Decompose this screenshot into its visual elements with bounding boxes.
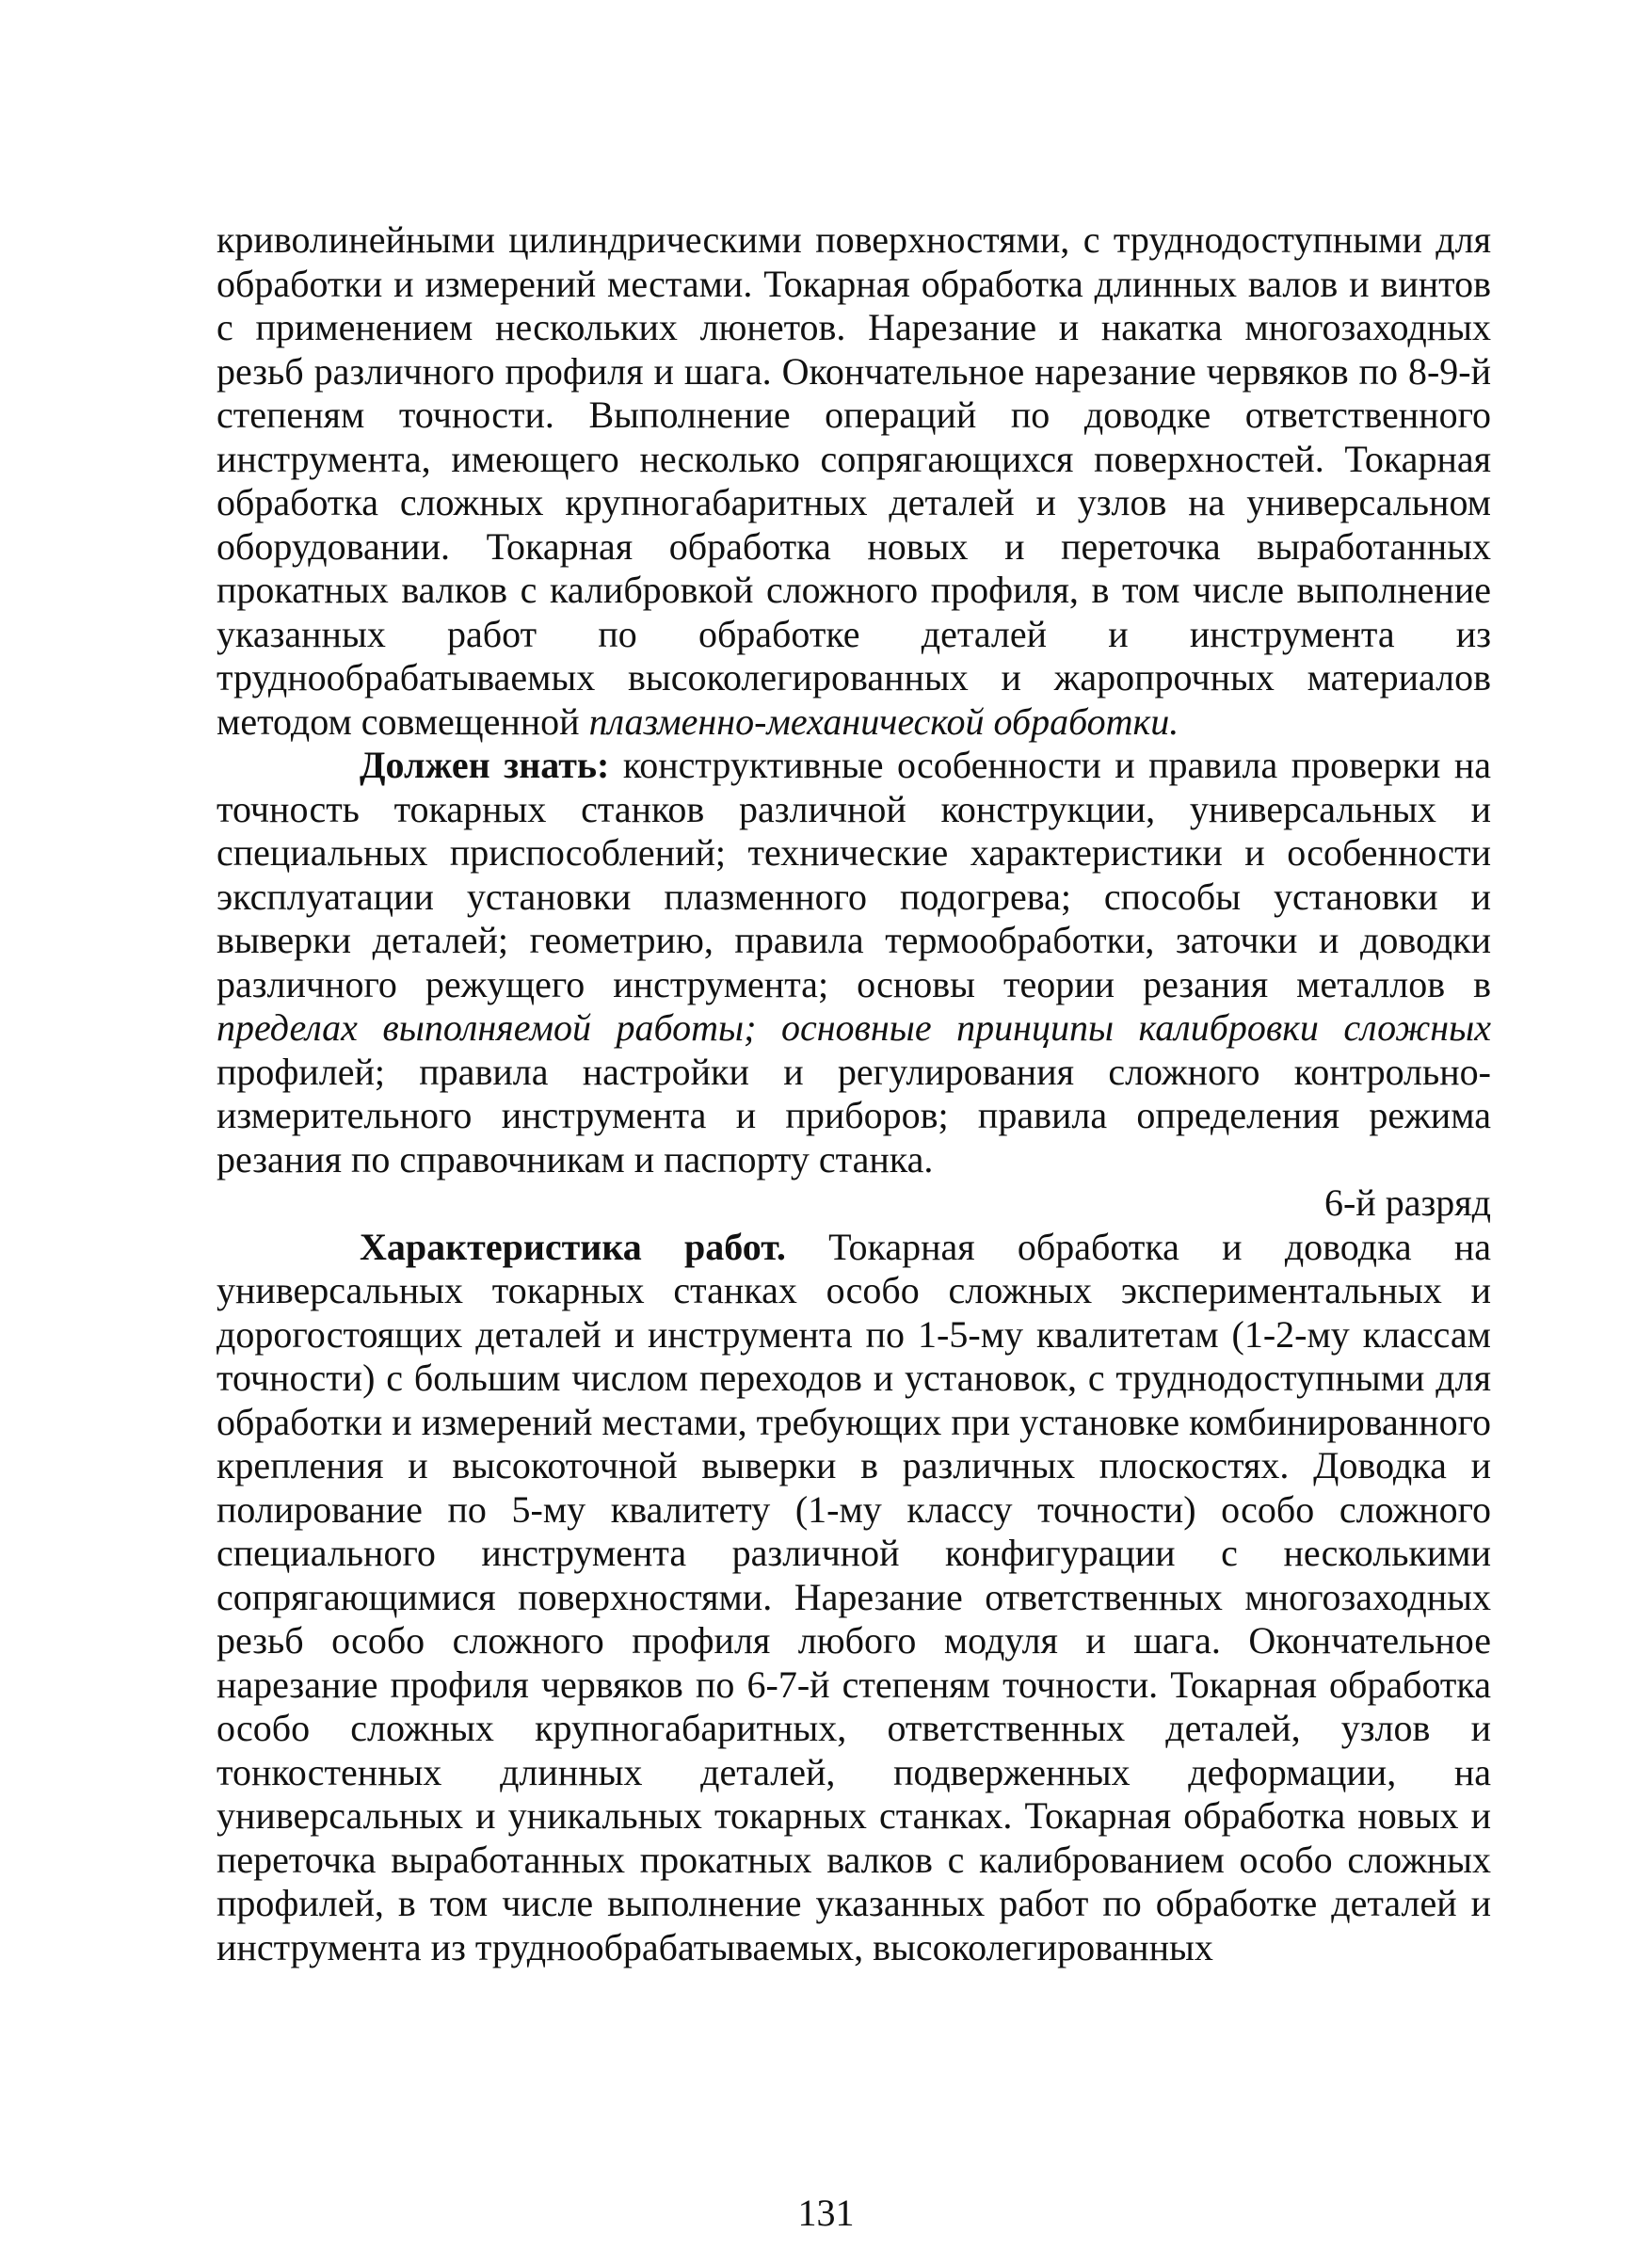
must-know-text-1: конструктивные особенности и правила проверки на точность токарных станков различной конструкции, универсальных и специальных приспособлений; технические характеристики и особенности эксплуатации установки плазменного подогрева; способы установки и выверки деталей; геометрию, правила термообработки, заточки и доводки различного режущего инструмента; основы теории резания металлов в: [217, 744, 1491, 1005]
paragraph-continuation: [217, 218, 1491, 744]
document-body: [217, 218, 1491, 1969]
continuation-italic-tail: плазменно-механической обработки.: [588, 699, 1179, 743]
must-know-italic: пределах выполняемой работы; основные принципы калибровки сложных: [217, 1006, 1491, 1049]
work-characteristics-text: Токарная обработка и доводка на универсальных токарных станках особо сложных экспериментальных и дорогостоящих деталей и инструмента по 1-5-му квалитетам (1-2-му классам точности) с большим числом переходов и установок, с труднодоступными для обработки и измерений местами, требующих при установке комбинированного крепления и высокоточной выверки в различных плоскостях. Доводка и полирование по 5-му квалитету (1-му классу точности) особо сложного специального инструмента различной конфигурации с несколькими сопрягающимися поверхностями. Нарезание ответственных многозаходных резьб особо сложного профиля любого модуля и шага. Окончательное нарезание профиля червяков по 6-7-й степеням точности. Токарная обработка особо сложных крупногабаритных, ответственных деталей, узлов и тонкостенных длинных деталей, подверженных деформации, на универсальных и уникальных токарных станках. Токарная обработка новых и переточка выработанных прокатных валков с калиброванием особо сложных профилей, в том числе выполнение указанных работ по обработке деталей и инструмента из труднообрабатываемых, высоколегированных: [217, 1225, 1491, 1968]
continuation-text: криволинейными цилиндрическими поверхностями, с труднодоступными для обработки и измерений местами. Токарная обработка длинных валов и винтов с применением нескольких люнетов. Нарезание и накатка многозаходных резьб различного профиля и шага. Окончательное нарезание червяков по 8-9-й степеням точности. Выполнение операций по доводке ответственного инструмента, имеющего несколько сопрягающихся поверхностей. Токарная обработка сложных крупногабаритных деталей и узлов на универсальном оборудовании. Токарная обработка новых и переточка выработанных прокатных валков с калибровкой сложного профиля, в том числе выполнение указанных работ по обработке деталей и инструмента из труднообрабатываемых высоколегированных и жаропрочных материалов методом совмещенной: [217, 218, 1491, 743]
work-characteristics-label: Характеристика работ.: [360, 1225, 786, 1268]
rank-heading: 6-й разряд: [1323, 1181, 1491, 1224]
paragraph-must-know: [217, 744, 1491, 1181]
must-know-label: Должен знать:: [360, 744, 610, 786]
paragraph-work-characteristics: [217, 1226, 1491, 1970]
page-number: 131: [797, 2192, 855, 2234]
must-know-text-2: профилей; правила настройки и регулирования сложного контрольно-измерительного инструмента и приборов; правила определения режима резания по справочникам и паспорту станка.: [217, 1050, 1491, 1181]
